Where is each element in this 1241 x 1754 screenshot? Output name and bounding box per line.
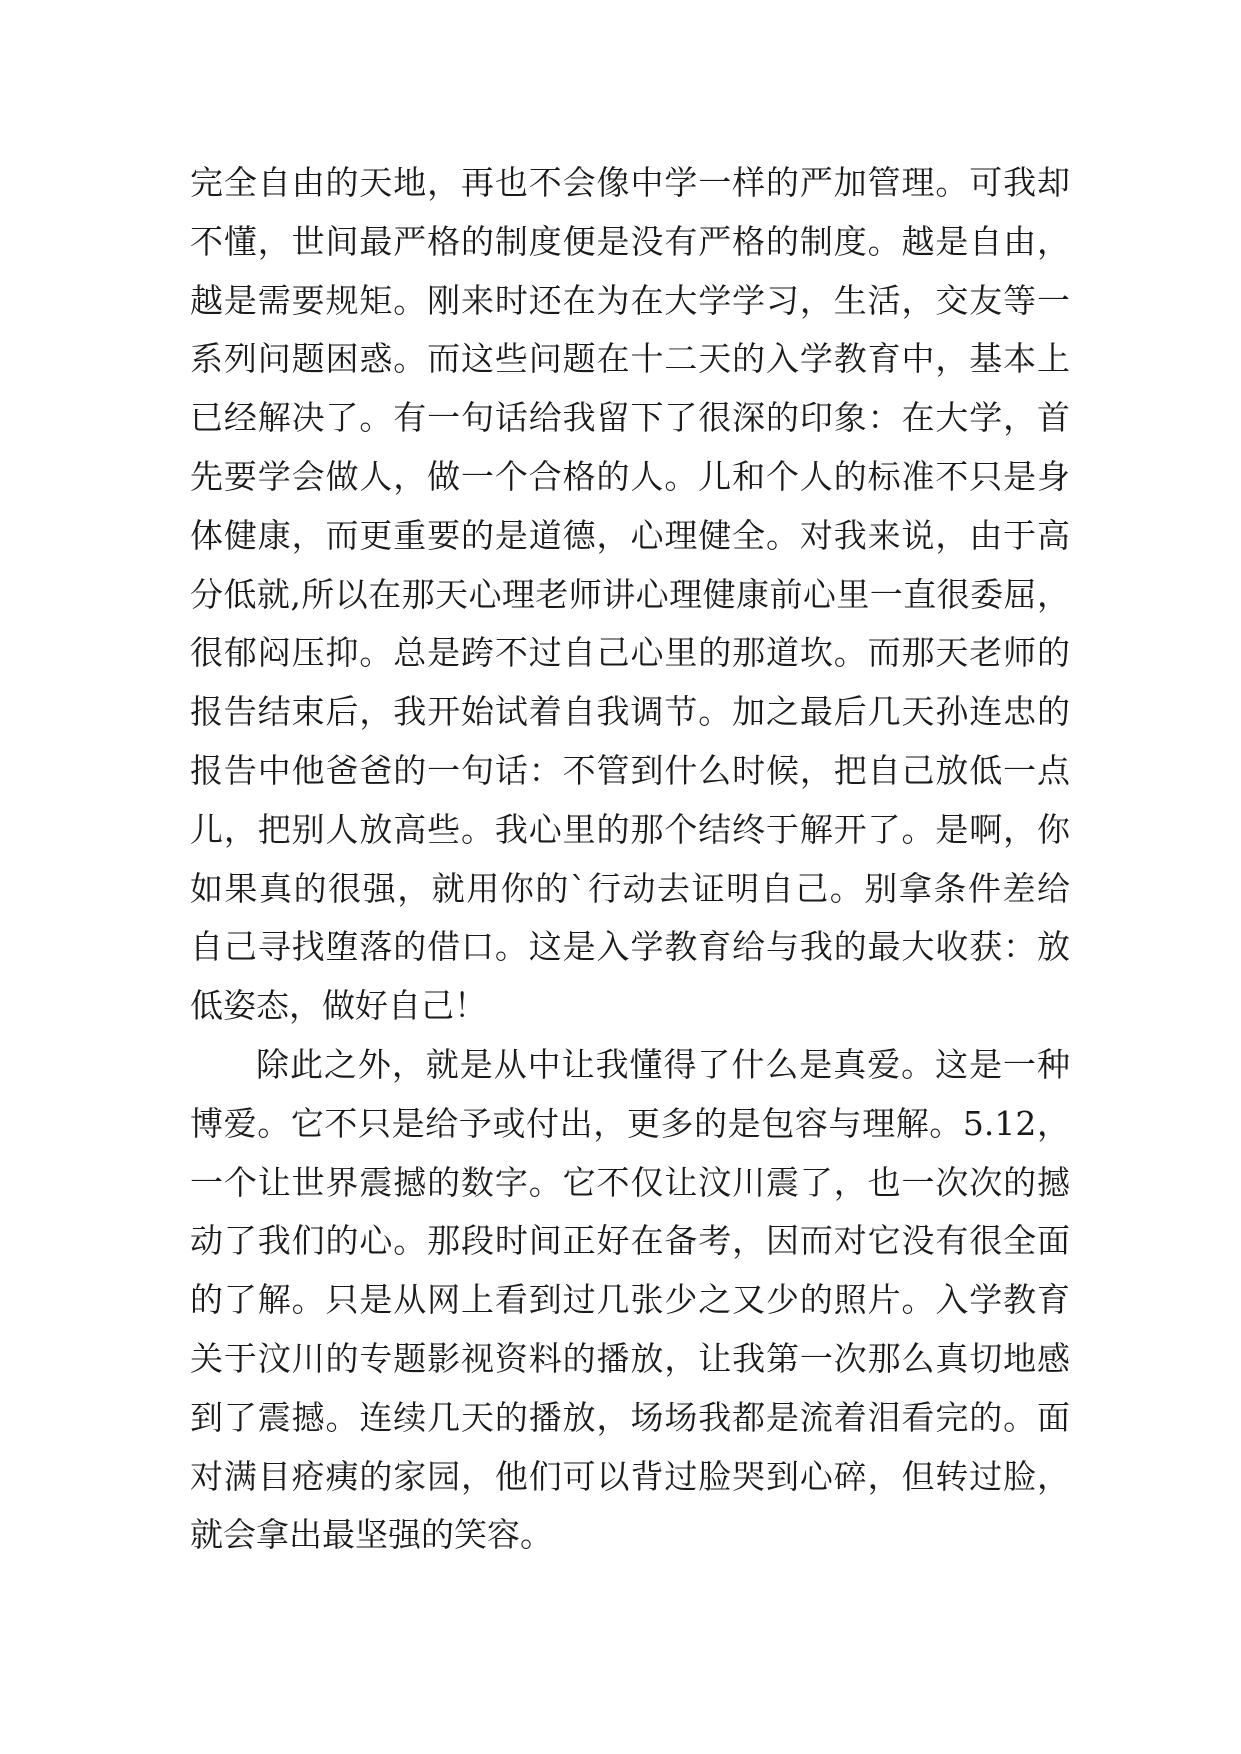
paragraph-line: 的了解。只是从网上看到过几张少之又少的照片。入学教育	[190, 1280, 1070, 1320]
paragraph-line: 报告中他爸爸的一句话：不管到什么时候，把自己放低一点	[190, 750, 1070, 790]
paragraph-line: 低姿态，做好自己！	[190, 986, 487, 1026]
paragraph-line: 动了我们的心。那段时间正好在备考，因而对它没有很全面	[190, 1221, 1070, 1261]
paragraph-line: 先要学会做人，做一个合格的人。儿和个人的标准不只是身	[190, 456, 1070, 496]
paragraph-line: 除此之外，就是从中让我懂得了什么是真爱。这是一种	[256, 1044, 1070, 1084]
paragraph-line: 不懂，世间最严格的制度便是没有严格的制度。越是自由，	[190, 221, 1070, 261]
paragraph-line: 分低就,所以在那天心理老师讲心理健康前心里一直很委屈，	[190, 574, 1070, 614]
paragraph-line: 到了震撼。连续几天的播放，场场我都是流着泪看完的。面	[190, 1397, 1070, 1437]
paragraph-line: 越是需要规矩。刚来时还在为在大学学习，生活，交友等一	[190, 280, 1070, 320]
paragraph-line: 一个让世界震撼的数字。它不仅让汶川震了，也一次次的撼	[190, 1162, 1070, 1202]
paragraph-line: 如果真的很强，就用你的`行动去证明自己。别拿条件差给	[190, 868, 1070, 908]
paragraph-line: 对满目疮痍的家园，他们可以背过脸哭到心碎，但转过脸，	[190, 1456, 1070, 1496]
paragraph-line: 系列问题困惑。而这些问题在十二天的入学教育中，基本上	[190, 339, 1070, 379]
paragraph-line: 儿，把别人放高些。我心里的那个结终于解开了。是啊，你	[190, 809, 1070, 849]
paragraph-line: 关于汶川的专题影视资料的播放，让我第一次那么真切地感	[190, 1338, 1070, 1378]
paragraph-1	[190, 154, 1070, 1036]
paragraph-line: 体健康，而更重要的是道德，心理健全。对我来说，由于高	[190, 515, 1070, 555]
paragraph-line: 完全自由的天地，再也不会像中学一样的严加管理。可我却	[190, 163, 1070, 202]
paragraph-2	[190, 1036, 1070, 1565]
paragraph-line: 报告结束后，我开始试着自我调节。加之最后几天孙连忠的	[190, 692, 1070, 732]
paragraph-line: 自己寻找堕落的借口。这是入学教育给与我的最大收获：放	[190, 927, 1070, 967]
paragraph-line: 就会拿出最坚强的笑容。	[190, 1515, 553, 1555]
document-body	[190, 154, 1070, 1565]
paragraph-line: 已经解决了。有一句话给我留下了很深的印象：在大学，首	[190, 398, 1070, 438]
paragraph-line: 很郁闷压抑。总是跨不过自己心里的那道坎。而那天老师的	[190, 633, 1070, 673]
paragraph-line: 博爱。它不只是给予或付出，更多的是包容与理解。5.12，	[190, 1103, 1070, 1143]
